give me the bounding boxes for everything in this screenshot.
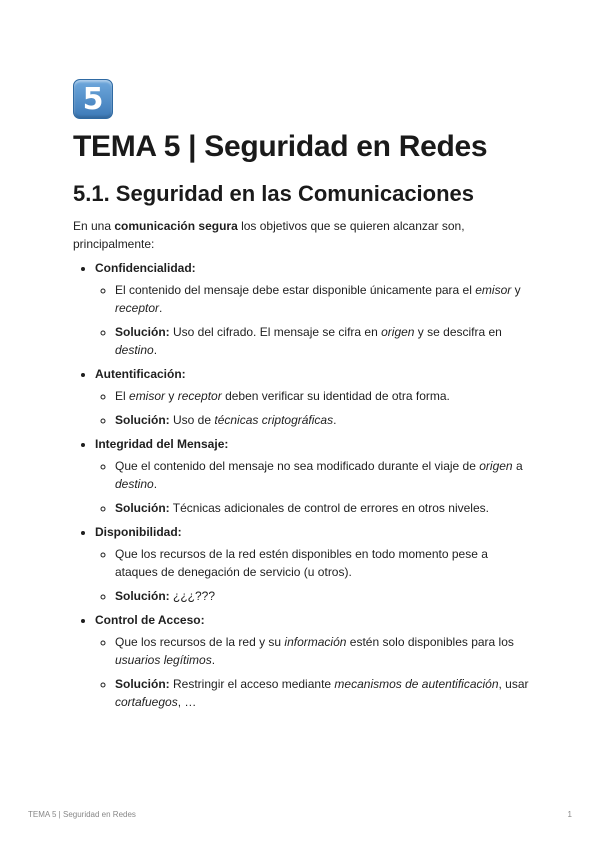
list-item-autentificacion [95,365,533,429]
section-title: 5.1. Seguridad en las Comunicaciones [73,181,475,206]
text: Que el contenido del mensaje no sea modificado durante el viaje de [115,459,480,473]
text: . [333,413,337,427]
text: El [115,389,130,403]
italic-term: mecanismos de autentificación [334,677,499,691]
topic-title: Integridad del Mensaje: [95,437,229,451]
text: . [153,477,158,491]
keycap-five-icon: 5 [73,79,113,119]
page-footer [28,810,572,819]
list-item [115,675,533,711]
text: Uso del cifrado. El mensaje se cifra en [169,325,382,339]
text: Restringir el acceso mediante [169,677,335,691]
solution-label: Solución: [115,413,170,427]
text: ¿¿¿??? [169,589,216,603]
text: estén solo disponibles para los [346,635,514,649]
italic-term: receptor [115,301,160,315]
text: y se descifra en [414,325,502,339]
list-item-control-acceso [95,611,533,711]
italic-term: cortafuegos [115,695,178,709]
page-content [73,79,533,717]
italic-term: origen [381,325,415,339]
solution-label: Solución: [115,677,170,691]
topic-title: Disponibilidad: [95,525,182,539]
italic-term: emisor [475,283,512,297]
list-item [115,633,533,669]
intro-text: los objetivos que se quieren alcanzar son, principalmente: [73,219,465,251]
text: El contenido del mensaje debe estar disponible únicamente para el [115,283,476,297]
sub-list [95,633,533,711]
topic-title: Confidencialidad: [95,261,196,275]
list-item-confidencialidad [95,259,533,359]
intro-paragraph [73,217,533,253]
text: , … [177,695,197,709]
page-title: TEMA 5 | Seguridad en Redes [73,130,488,163]
list-item [115,387,533,405]
intro-text: En una [73,219,115,233]
page-number: 1 [567,810,572,819]
italic-term: técnicas criptográficas [214,413,334,427]
solution-label: Solución: [115,325,170,339]
topic-title: Control de Acceso: [95,613,205,627]
list-item [115,545,533,581]
italic-term: usuarios legítimos [115,653,212,667]
text: . [159,301,163,315]
list-item [115,411,533,429]
text: deben verificar su identidad de otra forma. [221,389,450,403]
italic-term: receptor [177,389,222,403]
topic-title: Autentificación: [95,367,186,381]
list-item [115,587,533,605]
italic-term: emisor [129,389,166,403]
italic-term: destino [115,343,154,357]
text: , usar [498,677,529,691]
list-item [115,457,533,493]
text: Que los recursos de la red y su [115,635,285,649]
sub-list [95,457,533,517]
list-item [115,323,533,359]
text: a [512,459,523,473]
objectives-list [73,259,533,711]
text: Que los recursos de la red estén disponibles en todo momento pese a ataques de denegación de servicio (u otros). [115,547,488,579]
list-item-disponibilidad [95,523,533,605]
text: y [165,389,178,403]
text: . [211,653,216,667]
intro-bold-term: comunicación segura [114,219,238,233]
italic-term: información [284,635,347,649]
list-item [115,499,533,517]
sub-list [95,387,533,429]
list-item-integridad [95,435,533,517]
solution-label: Solución: [115,589,170,603]
text: Uso de [169,413,215,427]
list-item [115,281,533,317]
sub-list [95,545,533,605]
italic-term: origen [479,459,513,473]
footer-title: TEMA 5 | Seguridad en Redes [28,810,136,819]
text: y [511,283,521,297]
sub-list [95,281,533,359]
italic-term: destino [115,477,154,491]
solution-label: Solución: [115,501,170,515]
text: . [153,343,158,357]
text: Técnicas adicionales de control de errores en otros niveles. [169,501,489,515]
